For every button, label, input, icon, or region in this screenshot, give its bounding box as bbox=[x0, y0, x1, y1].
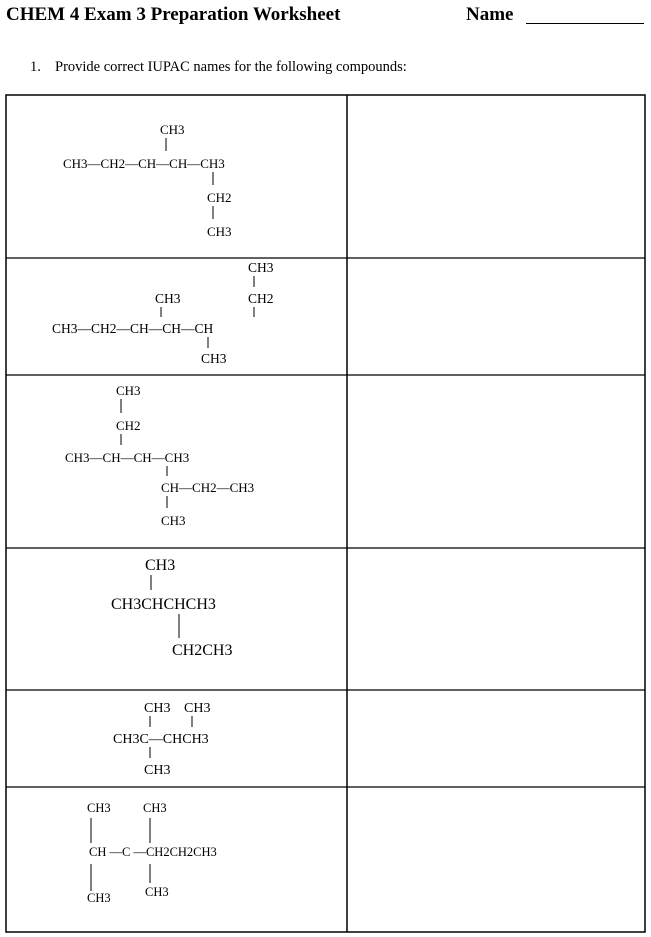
compound-6-label: CH —C —CH2CH2CH3 bbox=[89, 845, 217, 859]
compound-1-label: CH3 bbox=[160, 122, 185, 137]
compound-4-label: CH2CH3 bbox=[172, 642, 233, 659]
compound-2-label: CH2 bbox=[248, 291, 274, 306]
question-1 bbox=[30, 59, 407, 76]
compound-5-label: CH3 bbox=[144, 701, 171, 716]
compound-4-label: CH3CHCHCH3 bbox=[111, 596, 216, 613]
answer-cell-1[interactable] bbox=[348, 95, 645, 258]
name-blank-line bbox=[526, 23, 644, 24]
answer-cell-5[interactable] bbox=[348, 691, 645, 787]
answer-cell-2[interactable] bbox=[348, 259, 645, 375]
answer-cell-3[interactable] bbox=[348, 376, 645, 548]
question-text: Provide correct IUPAC names for the following compounds: bbox=[55, 59, 407, 75]
compound-3-label: CH3 bbox=[161, 513, 186, 528]
compound-6-label: CH3 bbox=[145, 885, 169, 899]
compound-5-structure bbox=[5, 690, 347, 787]
compound-4-label: CH3 bbox=[145, 557, 176, 574]
compound-5-label: CH3C—CHCH3 bbox=[113, 732, 209, 747]
compound-3-label: CH2 bbox=[116, 418, 141, 433]
compound-1-label: CH3 bbox=[207, 224, 232, 239]
compound-2-label: CH3 bbox=[155, 291, 181, 306]
compound-4-cell bbox=[5, 548, 347, 690]
answer-cell-6[interactable] bbox=[348, 788, 645, 932]
compound-2-cell bbox=[5, 258, 347, 375]
compound-2-label: CH3—CH2—CH—CH—CH bbox=[52, 321, 214, 336]
compound-3-label: CH3—CH—CH—CH3 bbox=[65, 450, 190, 465]
compound-6-label: CH3 bbox=[87, 801, 111, 815]
compound-6-label: CH3 bbox=[87, 891, 111, 905]
compound-4-structure bbox=[5, 548, 347, 690]
compound-3-label: CH3 bbox=[116, 383, 141, 398]
answer-cell-4[interactable] bbox=[348, 549, 645, 690]
compound-3-label: CH—CH2—CH3 bbox=[161, 480, 255, 495]
compound-2-label: CH3 bbox=[201, 351, 227, 366]
compound-6-structure bbox=[5, 787, 347, 933]
compound-1-cell bbox=[5, 94, 347, 258]
compounds-table bbox=[5, 94, 646, 933]
compound-5-label: CH3 bbox=[144, 763, 171, 778]
compound-2-label: CH3 bbox=[248, 260, 274, 275]
compound-6-label: CH3 bbox=[143, 801, 167, 815]
compound-5-cell bbox=[5, 690, 347, 787]
compound-1-structure bbox=[5, 94, 347, 258]
name-label: Name bbox=[466, 4, 514, 25]
compound-5-label: CH3 bbox=[184, 701, 211, 716]
question-number: 1. bbox=[30, 59, 41, 75]
compound-3-structure bbox=[5, 375, 347, 548]
compound-1-label: CH3—CH2—CH—CH—CH3 bbox=[63, 156, 225, 171]
compound-6-cell bbox=[5, 787, 347, 933]
worksheet-title: CHEM 4 Exam 3 Preparation Worksheet bbox=[6, 4, 341, 25]
compound-3-cell bbox=[5, 375, 347, 548]
compound-1-label: CH2 bbox=[207, 190, 232, 205]
compound-2-structure bbox=[5, 258, 347, 375]
